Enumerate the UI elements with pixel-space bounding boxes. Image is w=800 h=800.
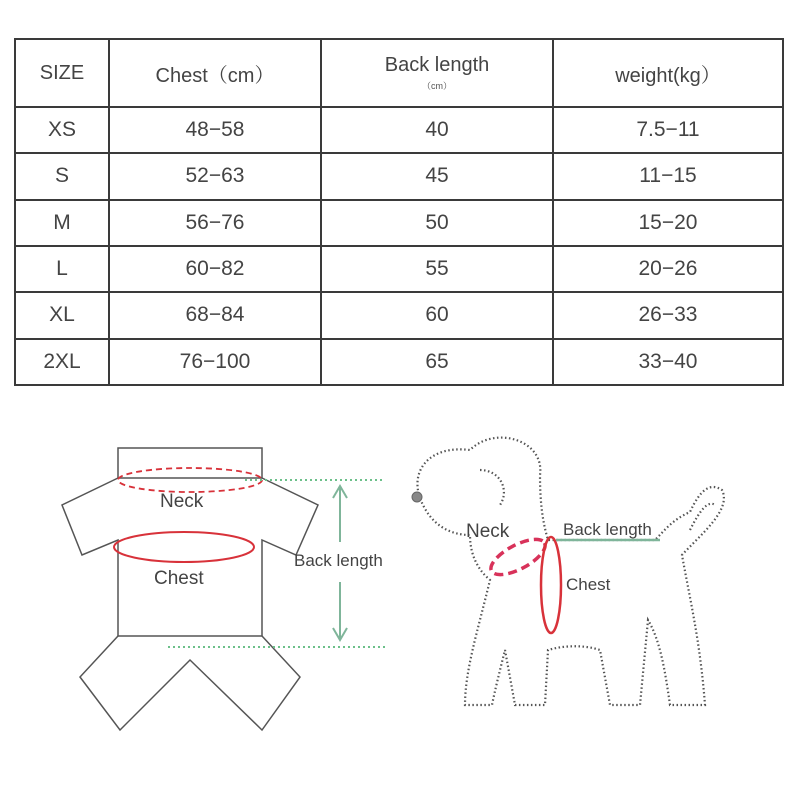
garment-neck-measure — [118, 468, 262, 492]
header-back-length-label: Back length — [384, 54, 490, 76]
cell-weight: 11−15 — [553, 153, 783, 199]
cell-chest: 48−58 — [109, 107, 321, 153]
dog-neck-label: Neck — [466, 521, 510, 542]
size-chart-table — [14, 38, 784, 386]
garment-legs — [80, 636, 300, 730]
cell-size: XS — [15, 107, 109, 153]
cell-weight: 20−26 — [553, 246, 783, 292]
garment-chest-measure — [114, 532, 254, 562]
cell-size: L — [15, 246, 109, 292]
dog-back-length-label: Back length — [563, 520, 652, 539]
cell-size: 2XL — [15, 339, 109, 385]
cell-back-length: 60 — [321, 292, 553, 338]
garment-back-length-label: Back length — [294, 551, 383, 570]
table-row — [15, 339, 783, 385]
cell-weight: 7.5−11 — [553, 107, 783, 153]
cell-chest: 76−100 — [109, 339, 321, 385]
table-row — [15, 107, 783, 153]
cell-weight: 33−40 — [553, 339, 783, 385]
header-back-length-unit: （cm） — [422, 81, 452, 91]
table-row — [15, 292, 783, 338]
garment-collar — [118, 448, 262, 478]
dog-chest-label: Chest — [566, 575, 611, 594]
cell-chest: 68−84 — [109, 292, 321, 338]
table-row — [15, 246, 783, 292]
header-back-length — [321, 39, 553, 107]
cell-chest: 60−82 — [109, 246, 321, 292]
table-row — [15, 153, 783, 199]
cell-back-length: 45 — [321, 153, 553, 199]
dog-chest-measure — [541, 537, 561, 633]
dog-outline — [417, 438, 723, 705]
cell-chest: 52−63 — [109, 153, 321, 199]
header-weight: weight(kg） — [553, 39, 783, 107]
cell-weight: 15−20 — [553, 200, 783, 246]
cell-size: S — [15, 153, 109, 199]
header-chest: Chest（cm） — [109, 39, 321, 107]
table-row — [15, 200, 783, 246]
dog-nose-icon — [412, 492, 422, 502]
garment-neck-label: Neck — [160, 491, 204, 512]
dog-ear — [480, 470, 504, 505]
dog-tail-inner — [690, 504, 715, 530]
cell-back-length: 40 — [321, 107, 553, 153]
header-size: SIZE — [15, 39, 109, 107]
cell-weight: 26−33 — [553, 292, 783, 338]
cell-back-length: 50 — [321, 200, 553, 246]
cell-back-length: 65 — [321, 339, 553, 385]
cell-size: XL — [15, 292, 109, 338]
cell-back-length: 55 — [321, 246, 553, 292]
cell-chest: 56−76 — [109, 200, 321, 246]
table-header-row — [15, 39, 783, 107]
garment-chest-label: Chest — [154, 568, 204, 589]
measurement-diagram — [0, 420, 800, 750]
dog-illustration — [417, 438, 723, 705]
cell-size: M — [15, 200, 109, 246]
